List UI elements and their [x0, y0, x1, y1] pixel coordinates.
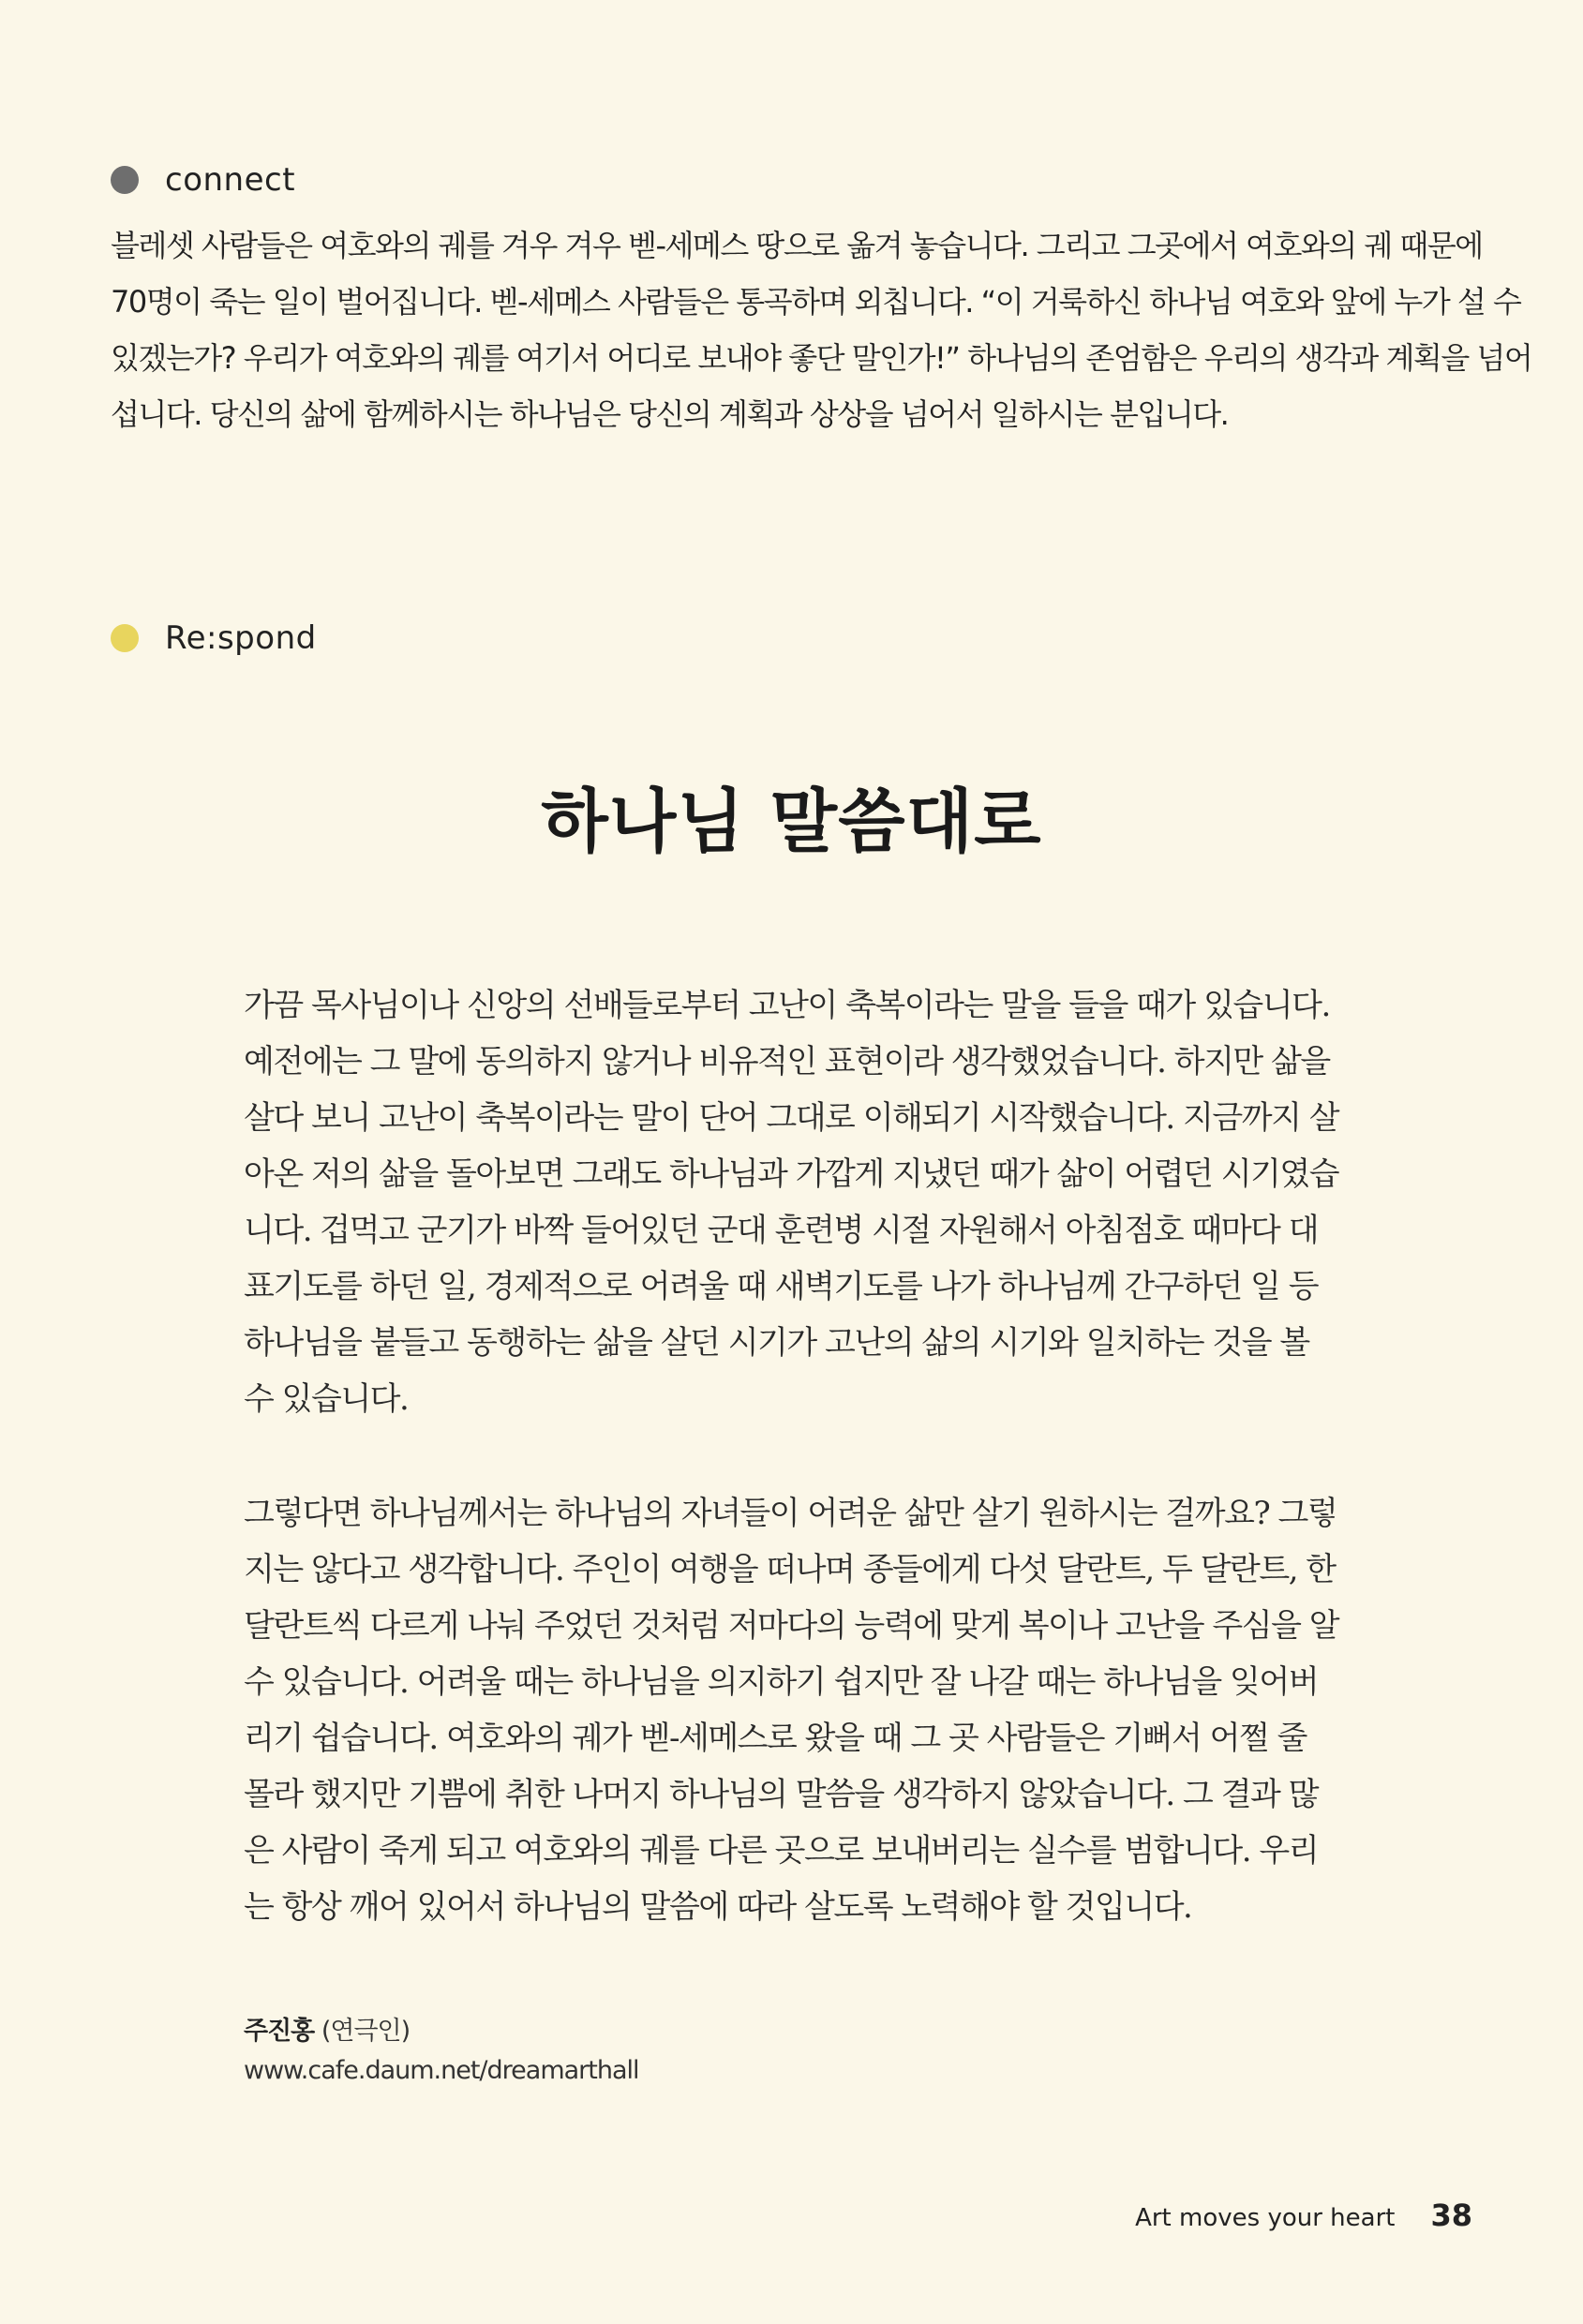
connect-line: 있겠는가? 우리가 여호와의 궤를 여기서 어디로 보내야 좋단 말인가!” 하나님의 존엄함은 우리의 생각과 계획을 넘어 [111, 340, 1532, 376]
essay-line: 리기 쉽습니다. 여호와의 궤가 벧-세메스로 왔을 때 그 곳 사람들은 기뻐서 어쩔 줄 [244, 1720, 1307, 1757]
author-role: (연극인) [321, 2017, 411, 2046]
essay-line: 살다 보니 고난이 축복이라는 말이 단어 그대로 이해되기 시작했습니다. 지금까지 살 [244, 1099, 1339, 1137]
essay-line: 는 항상 깨어 있어서 하나님의 말씀에 따라 살도록 노력해야 할 것입니다. [244, 1888, 1192, 1926]
respond-heading [111, 619, 317, 657]
essay-line: 그렇다면 하나님께서는 하나님의 자녀들이 어려운 삶만 살기 원하시는 걸까요? 그렇 [244, 1495, 1337, 1532]
page-footer [1135, 2197, 1472, 2233]
author-credit [244, 2012, 639, 2091]
respond-bullet-icon [111, 624, 139, 652]
essay-paragraph-2 [244, 1485, 1350, 1935]
author-name: 주진홍 [244, 2017, 315, 2046]
essay-line: 하나님을 붙들고 동행하는 삶을 살던 시기가 고난의 삶의 시기와 일치하는 것을 볼 [244, 1324, 1309, 1362]
connect-line: 블레셋 사람들은 여호와의 궤를 겨우 겨우 벧-세메스 땅으로 옮겨 놓습니다. 그리고 그곳에서 여호와의 궤 때문에 [111, 228, 1483, 263]
essay-line: 수 있습니다. [244, 1380, 409, 1418]
essay-paragraph-1 [244, 977, 1350, 1427]
essay-line: 지는 않다고 생각합니다. 주인이 여행을 떠나며 종들에게 다섯 달란트, 두 달란트, 한 [244, 1551, 1336, 1588]
essay-line: 가끔 목사님이나 신앙의 선배들로부터 고난이 축복이라는 말을 들을 때가 있습니다. [244, 987, 1330, 1024]
article-title: 하나님 말씀대로 [541, 782, 1042, 862]
connect-heading [111, 161, 295, 199]
connect-line: 70명이 죽는 일이 벌어집니다. 벧-세메스 사람들은 통곡하며 외칩니다. “이 거룩하신 하나님 여호와 앞에 누가 설 수 [111, 284, 1521, 320]
essay-line: 은 사람이 죽게 되고 여호와의 궤를 다른 곳으로 보내버리는 실수를 범합니다. 우리 [244, 1832, 1319, 1870]
essay-line: 예전에는 그 말에 동의하지 않거나 비유적인 표현이라 생각했었습니다. 하지만 삶을 [244, 1043, 1330, 1080]
essay-line: 표기도를 하던 일, 경제적으로 어려울 때 새벽기도를 나가 하나님께 간구하던 일 등 [244, 1268, 1319, 1305]
author-url[interactable]: www.cafe.daum.net/dreamarthall [244, 2056, 639, 2085]
connect-paragraph [111, 217, 1532, 442]
page-number: 38 [1430, 2197, 1472, 2233]
essay-line: 니다. 겁먹고 군기가 바짝 들어있던 군대 훈련병 시절 자원해서 아침점호 때마다 대 [244, 1212, 1319, 1249]
respond-heading-label: Re:spond [165, 619, 317, 657]
essay-line: 수 있습니다. 어려울 때는 하나님을 의지하기 쉽지만 잘 나갈 때는 하나님을 잊어버 [244, 1663, 1319, 1701]
footer-tagline: Art moves your heart [1135, 2204, 1396, 2232]
essay-line: 아온 저의 삶을 돌아보면 그래도 하나님과 가깝게 지냈던 때가 삶이 어렵던 시기였습 [244, 1155, 1339, 1193]
essay-line: 달란트씩 다르게 나눠 주었던 것처럼 저마다의 능력에 맞게 복이나 고난을 주심을 알 [244, 1607, 1339, 1645]
connect-bullet-icon [111, 166, 139, 194]
connect-heading-label: connect [165, 161, 296, 199]
connect-line: 섭니다. 당신의 삶에 함께하시는 하나님은 당신의 계획과 상상을 넘어서 일하시는 분입니다. [111, 396, 1229, 432]
essay-line: 몰라 했지만 기쁨에 취한 나머지 하나님의 말씀을 생각하지 않았습니다. 그 결과 많 [244, 1776, 1319, 1813]
